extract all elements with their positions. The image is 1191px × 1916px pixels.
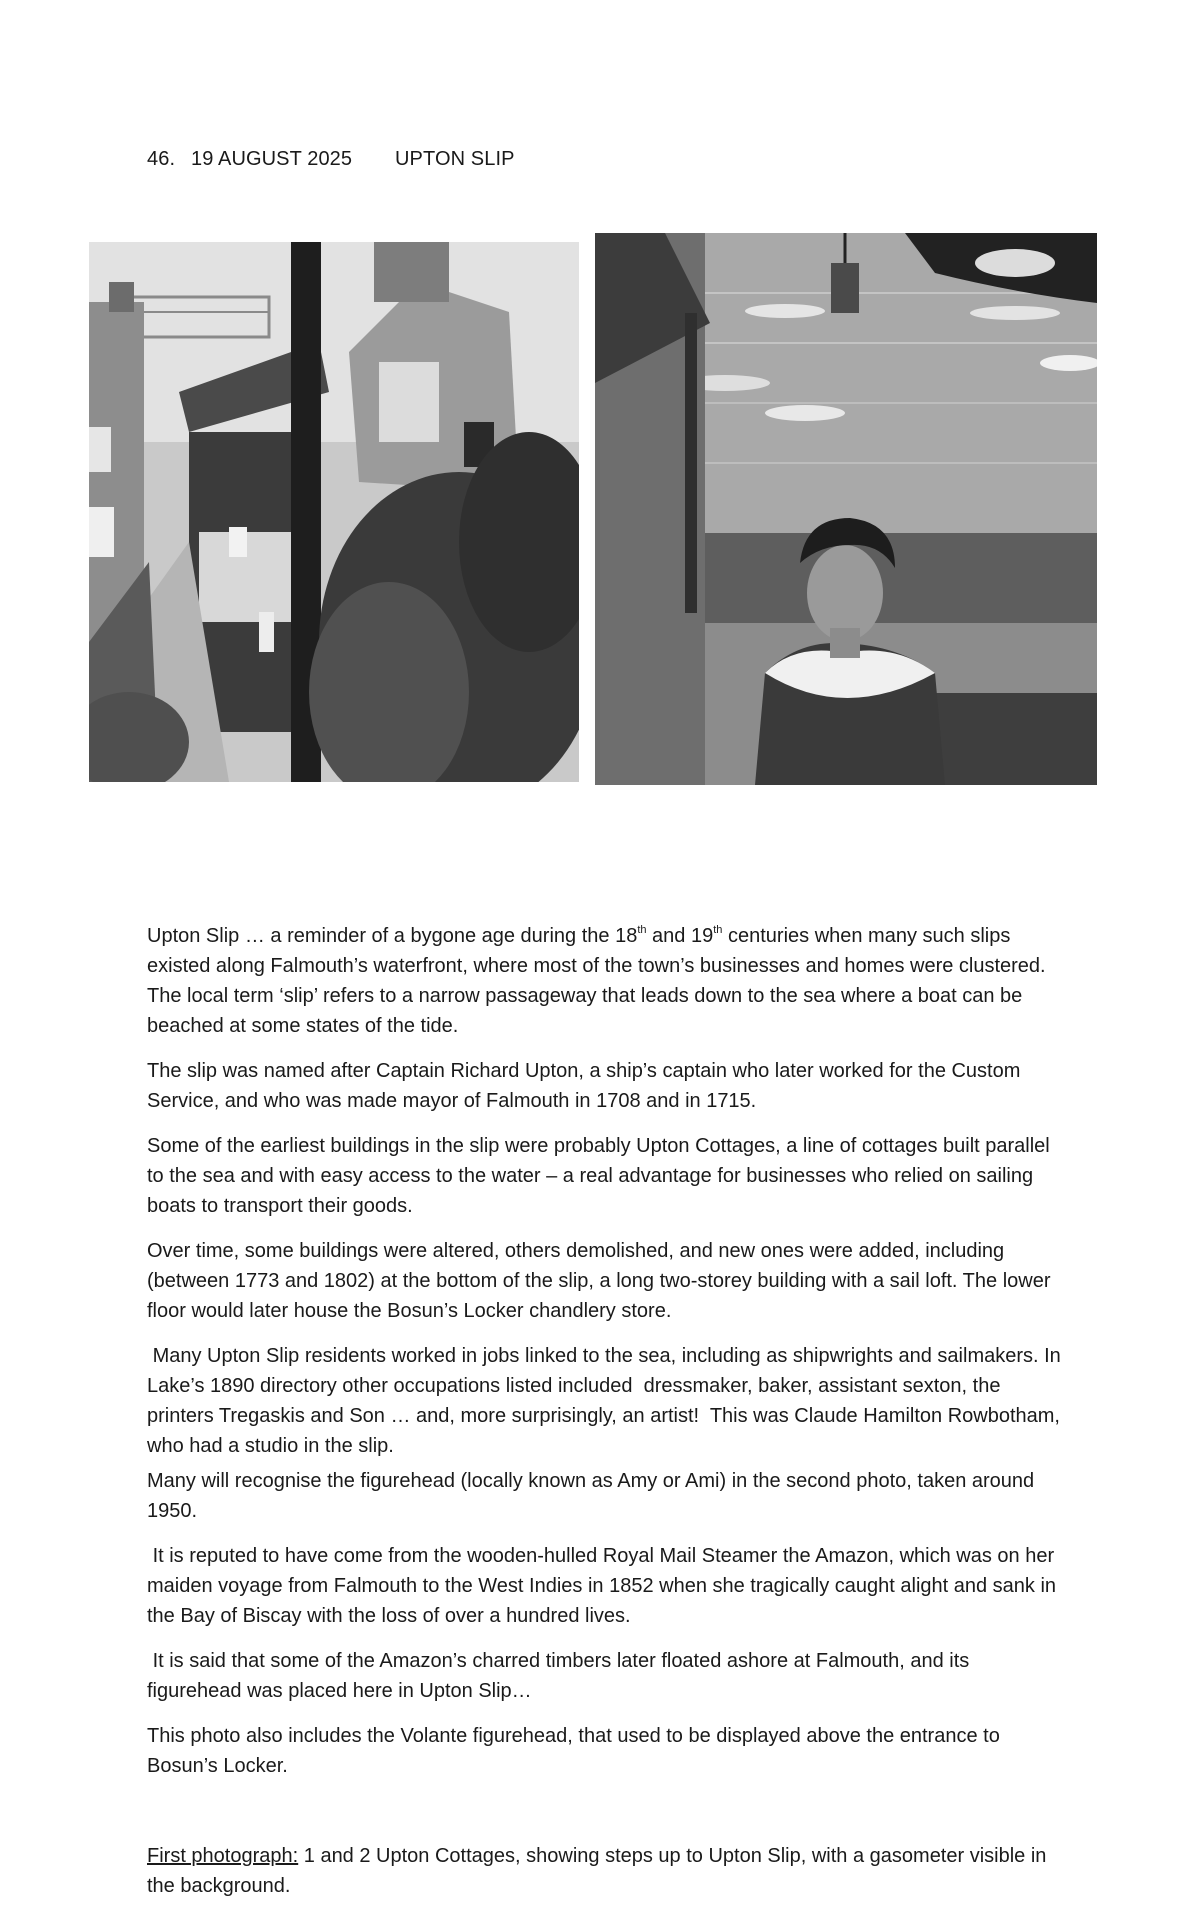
paragraph-volante: This photo also includes the Volante figurehead, that used to be displayed above the entrance to Bosun’s Locker. (147, 1725, 1000, 1777)
paragraph-naming: The slip was named after Captain Richard Upton, a ship’s captain who later worked for the Custom Service, and who was made mayor of Falmouth in 1708 and in 1715. (147, 1060, 1021, 1112)
page-header (147, 148, 515, 171)
paragraph-figurehead: Many will recognise the figurehead (locally known as Amy or Ami) in the second photo, taken around 1950. (147, 1470, 1035, 1522)
paragraph-residents: Many Upton Slip residents worked in jobs linked to the sea, including as shipwrights and sailmakers. In Lake’s 1890 directory other occupations listed included dressmaker, baker, assistant sexton, the printers Tregaskis and Son … and, more surprisingly, an artist! This was Claude Hamilton Rowbotham, who had a studio in the slip. (147, 1345, 1067, 1457)
paragraph-amazon: It is reputed to have come from the wooden-hulled Royal Mail Steamer the Amazon, which was on her maiden voyage from Falmouth to the West Indies in 1852 when she tragically caught alight and sank in the Bay of Biscay with the loss of over a hundred lives. (147, 1545, 1062, 1627)
article-title: UPTON SLIP (395, 148, 515, 170)
paragraph-timbers: It is said that some of the Amazon’s charred timbers later floated ashore at Falmouth, and its figurehead was placed here in Upton Slip… (147, 1650, 975, 1702)
paragraph-buildings: Over time, some buildings were altered, others demolished, and new ones were added, including (between 1773 and 1802) at the bottom of the slip, a long two-storey building with a sail loft. The lower floor would later house the Bosun’s Locker chandlery store. (147, 1240, 1051, 1322)
paragraph-intro: Upton Slip … a reminder of a bygone age during the 18th and 19th centuries when many such slips existed along Falmouth’s waterfront, where most of the town’s businesses and homes were clustered. The local term ‘slip’ refers to a narrow passageway that leads down to the sea where a boat can be beached at some states of the tide. (147, 924, 1046, 1037)
article-date: 19 AUGUST 2025 (191, 148, 353, 170)
caption-text: 1 and 2 Upton Cottages, showing steps up to Upton Slip, with a gasometer visible in the background. (147, 1845, 1047, 1897)
paragraph-cottages: Some of the earliest buildings in the slip were probably Upton Cottages, a line of cottages built parallel to the sea and with easy access to the water – a real advantage for businesses who relied on sailing boats to transport their goods. (147, 1135, 1050, 1217)
article-body (147, 921, 1067, 1916)
photo-caption (147, 1841, 1067, 1901)
second-photograph (595, 233, 1097, 785)
caption-label: First photograph: (147, 1845, 299, 1867)
first-photograph (89, 242, 579, 782)
article-number: 46. (147, 148, 176, 170)
